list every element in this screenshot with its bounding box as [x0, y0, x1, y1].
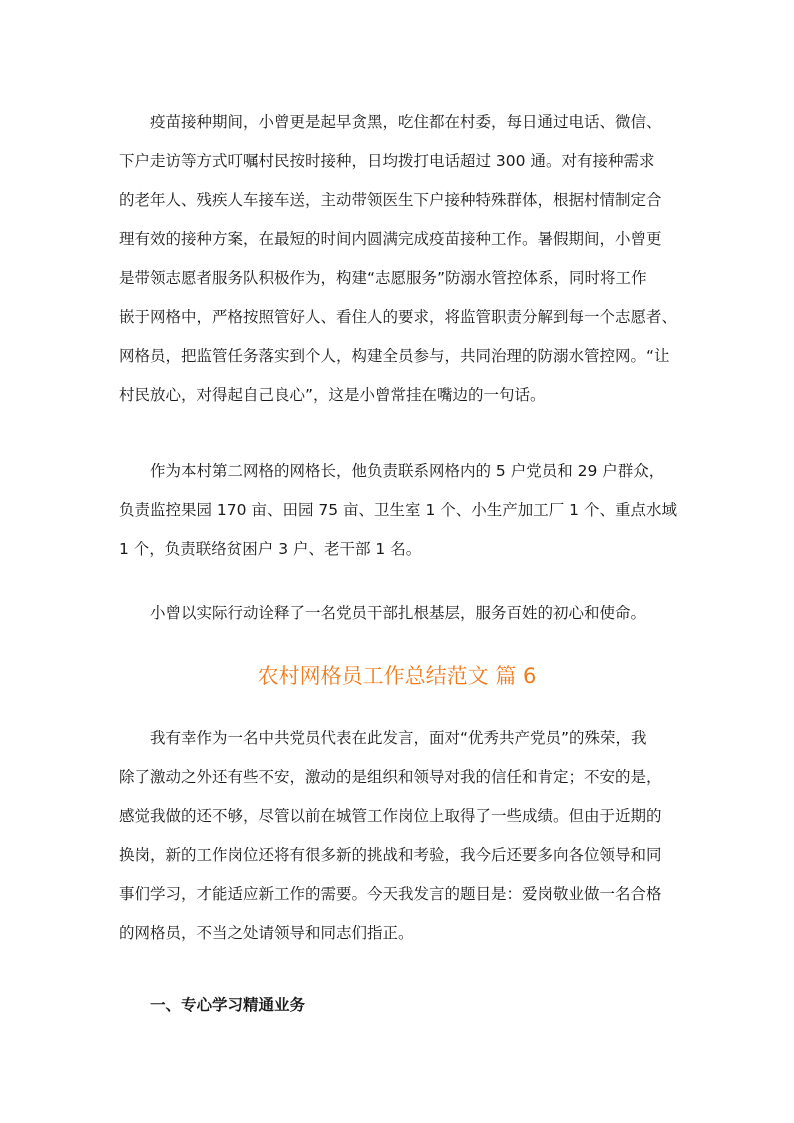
paragraph-1-line-4: 理有效的接种方案，在最短的时间内圆满完成疫苗接种工作。暑假期间，小曾更 — [119, 230, 662, 248]
paragraph-1-line-8: 村民放心，对得起自己良心”，这是小曾常挂在嘴边的一句话。 — [119, 386, 546, 404]
paragraph-2-line-1: 作为本村第二网格的网格长，他负责联系网格内的 5 户党员和 29 户群众， — [150, 462, 665, 480]
paragraph-4-line-2: 除了激动之外还有些不安，激动的是组织和领导对我的信任和肯定；不安的是， — [119, 768, 662, 786]
paragraph-1-line-1: 疫苗接种期间，小曾更是起早贪黑，吃住都在村委，每日通过电话、微信、 — [150, 113, 662, 131]
paragraph-4-line-1: 我有幸作为一名中共党员代表在此发言，面对“优秀共产党员”的殊荣，我 — [150, 729, 647, 747]
paragraph-2-line-2: 负责监控果园 170 亩、田园 75 亩、卫生室 1 个、小生产加工厂 1 个、重点水域 — [119, 501, 677, 519]
paragraph-4-line-5: 事们学习，才能适应新工作的需要。今天我发言的题目是：爱岗敬业做一名合格 — [119, 885, 662, 903]
paragraph-3-line-1: 小曾以实际行动诠释了一名党员干部扎根基层，服务百姓的初心和使命。 — [150, 604, 647, 622]
paragraph-4-line-6: 的网格员，不当之处请领导和同志们指正。 — [119, 924, 414, 942]
subheading: 一、专心学习精通业务 — [150, 996, 306, 1014]
paragraph-1-line-6: 嵌于网格中，严格按照管好人、看住人的要求，将监管职责分解到每一个志愿者、 — [119, 308, 678, 326]
paragraph-2-line-3: 1 个，负责联络贫困户 3 户、老干部 1 名。 — [119, 540, 422, 558]
section-title: 农村网格员工作总结范文 篇 6 — [257, 664, 537, 688]
paragraph-4-line-3: 感觉我做的还不够，尽管以前在城管工作岗位上取得了一些成绩。但由于近期的 — [119, 807, 662, 825]
paragraph-1-line-7: 网格员，把监管任务落实到个人，构建全员参与，共同治理的防溺水管控网。“让 — [119, 347, 670, 365]
paragraph-1-line-2: 下户走访等方式叮嘱村民按时接种，日均拨打电话超过 300 通。对有接种需求 — [119, 152, 655, 170]
paragraph-1-line-5: 是带领志愿者服务队积极作为，构建“志愿服务”防溺水管控体系，同时将工作 — [119, 269, 647, 287]
paragraph-1-line-3: 的老年人、残疾人车接车送，主动带领医生下户接种特殊群体，根据村情制定合 — [119, 191, 662, 209]
paragraph-4-line-4: 换岗，新的工作岗位还将有很多新的挑战和考验，我今后还要多向各位领导和同 — [119, 846, 662, 864]
